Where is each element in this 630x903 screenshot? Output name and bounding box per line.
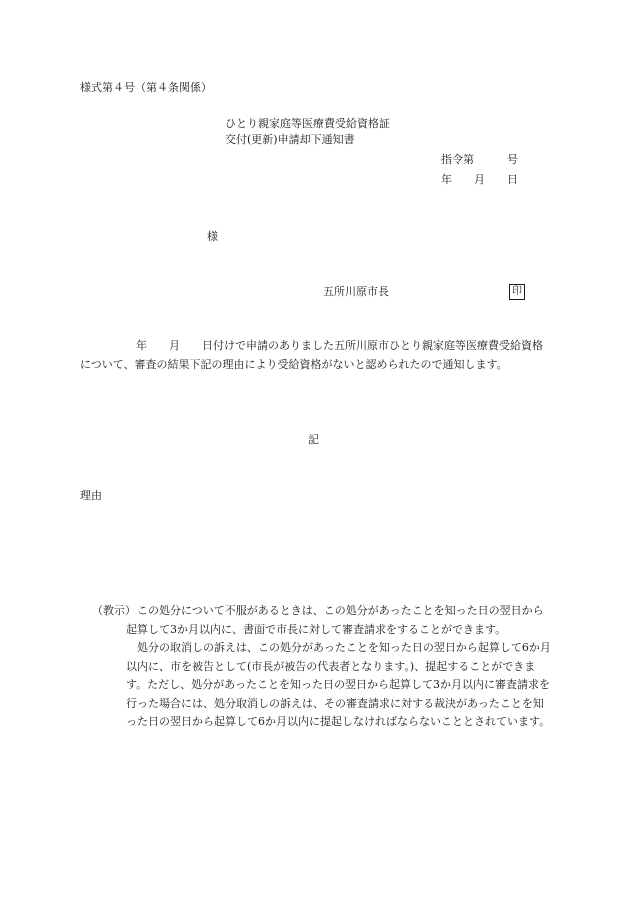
instruction-body <box>126 602 554 732</box>
instruction-label: （教示） <box>92 604 136 617</box>
notice-paragraph: 年 月 日付けで申請のありました五所川原市ひとり親家庭等医療費受給資格について、審査の結果下記の理由により受給資格がないと認められたので通知します。 <box>80 339 543 371</box>
form-label: 様式第４号（第４条関係） <box>80 81 212 94</box>
addressee-honorific: 様 <box>207 230 218 243</box>
document-title-line1: ひとり親家庭等医療費受給資格証 <box>225 117 390 130</box>
document-title-line2: 交付(更新)申請却下通知書 <box>225 133 355 146</box>
instruction-paragraph-1: この処分について不服があるときは、この処分があったことを知った日の翌日から起算して3か月以内に、書面で市長に対して審査請求をすることができます。 <box>126 604 544 636</box>
ki-heading: 記 <box>308 433 319 446</box>
instruction-paragraph-2: 処分の取消しの訴えは、この処分があったことを知った日の翌日から起算して6か月以内に、市を被告として(市長が被告の代表者となります。)、提起することができます。ただし、処分があったことを知った日の翌日から起算して3か月以内に審査請求を行った場合には、処分取消しの訴えは、その審査請求に対する裁決があったことを知った日の翌日から起算して6か月以内に提起しなければならないこととされています。 <box>126 641 551 728</box>
seal-mark: 印 <box>509 284 525 300</box>
reason-label: 理由 <box>80 489 102 502</box>
reference-date: 年 月 日 <box>441 173 518 186</box>
reference-number: 指令第 号 <box>441 153 518 166</box>
sender-name: 五所川原市長 <box>323 285 389 298</box>
